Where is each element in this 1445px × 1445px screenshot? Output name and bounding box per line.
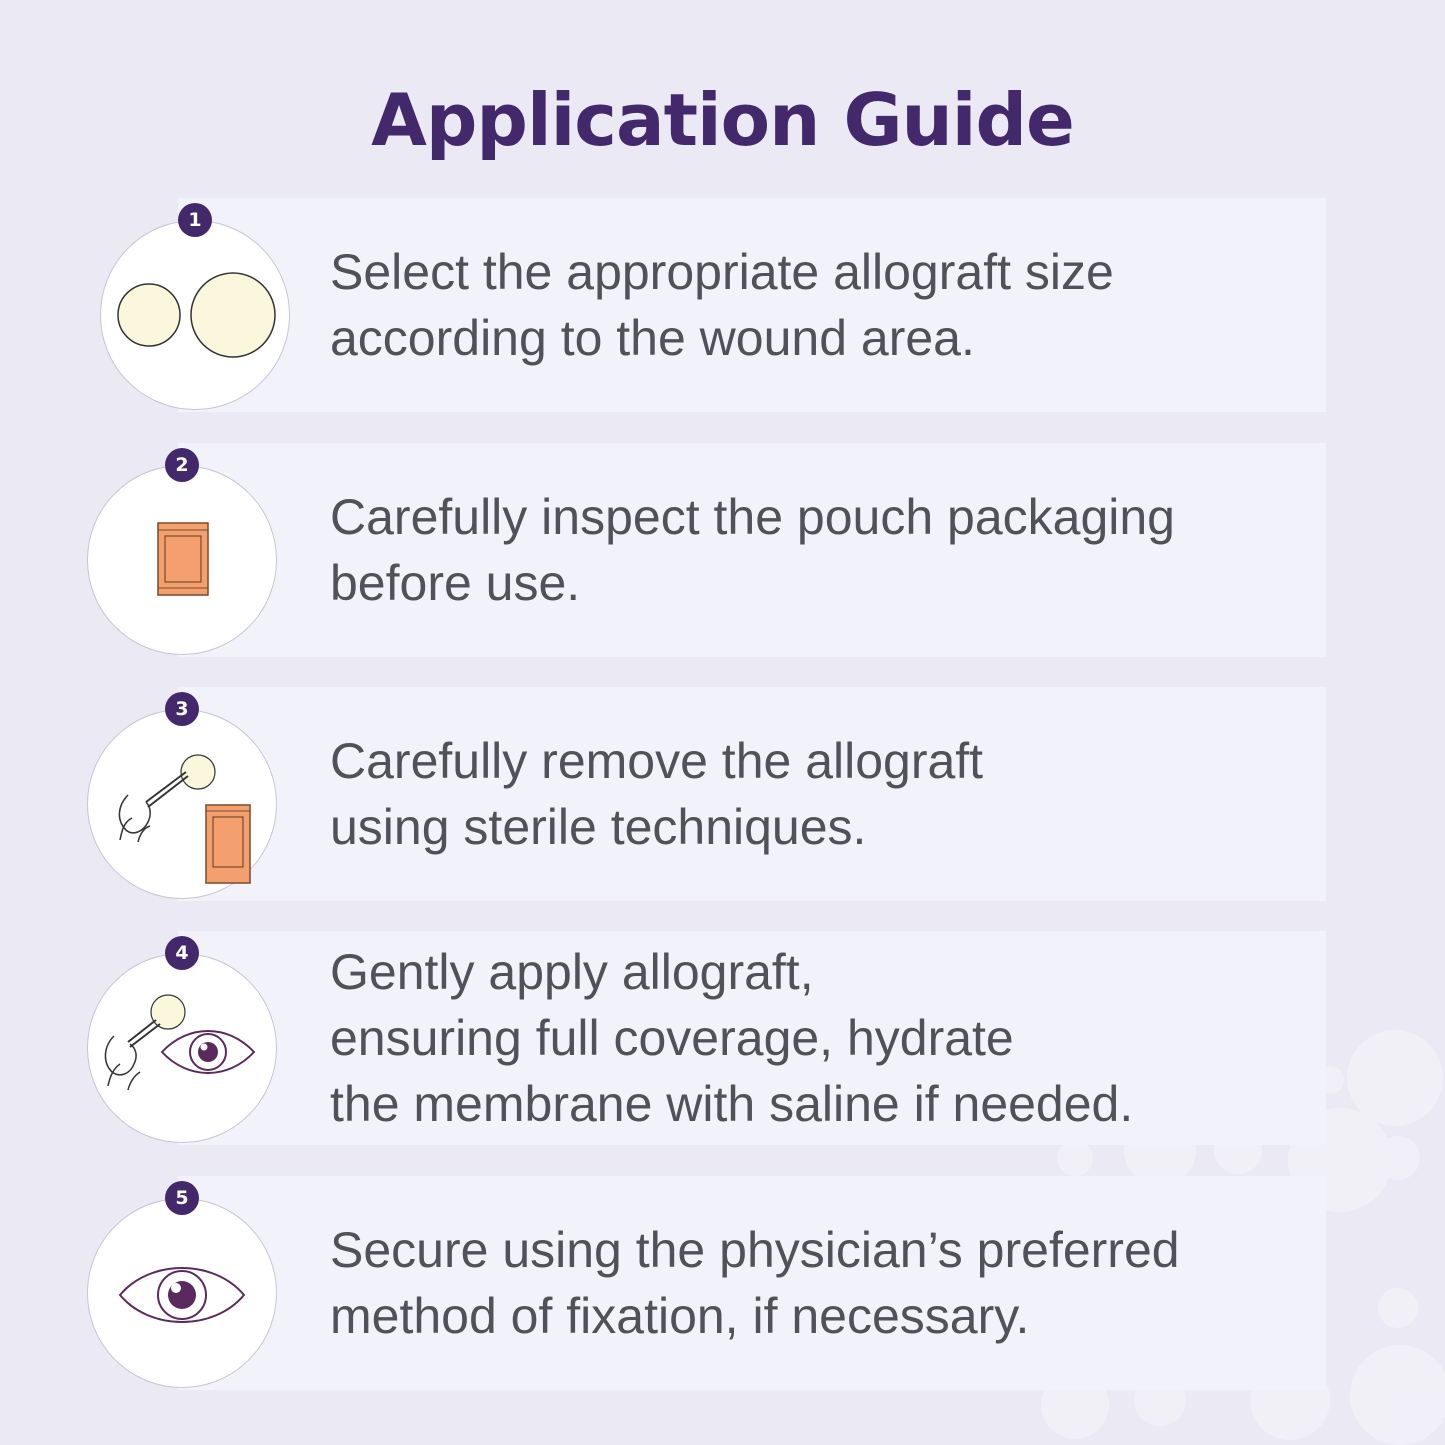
step-text-line: the membrane with saline if needed. <box>330 1076 1134 1132</box>
step-3 <box>0 687 1445 905</box>
step-number-badge: 2 <box>165 448 199 482</box>
step-text-line: according to the wound area. <box>330 310 975 366</box>
step-text-line: Carefully inspect the pouch packaging <box>330 489 1175 545</box>
step-5 <box>0 1176 1445 1394</box>
pouch-package-icon <box>88 466 276 654</box>
step-text-line: method of fixation, if necessary. <box>330 1288 1030 1344</box>
step-number-badge: 4 <box>165 936 199 970</box>
tweezers-removal-icon <box>88 710 276 898</box>
step-number-badge: 1 <box>178 203 212 237</box>
step-text <box>330 443 1330 657</box>
step-text <box>330 931 1330 1145</box>
step-text-line: Carefully remove the allograft <box>330 733 984 789</box>
step-text-line: using sterile techniques. <box>330 799 867 855</box>
step-icon-circle <box>87 709 277 899</box>
step-text <box>330 1176 1330 1390</box>
step-number-badge: 5 <box>165 1181 199 1215</box>
step-icon-circle <box>87 465 277 655</box>
step-text-line: ensuring full coverage, hydrate <box>330 1010 1014 1066</box>
allograft-sizes-icon <box>101 221 289 409</box>
step-icon-circle <box>87 1198 277 1388</box>
step-text <box>330 687 1330 901</box>
step-text-line: Secure using the physician’s preferred <box>330 1222 1180 1278</box>
eye-icon <box>88 1199 276 1387</box>
step-2 <box>0 443 1445 661</box>
step-text <box>330 198 1330 412</box>
step-text-line: Gently apply allograft, <box>330 944 814 1000</box>
page-title: Application Guide <box>371 78 1074 162</box>
apply-to-eye-icon <box>88 954 276 1142</box>
step-4 <box>0 931 1445 1149</box>
step-1 <box>0 198 1445 416</box>
step-icon-circle <box>100 220 290 410</box>
step-number-badge: 3 <box>165 692 199 726</box>
step-icon-circle <box>87 953 277 1143</box>
step-text-line: before use. <box>330 555 581 611</box>
step-text-line: Select the appropriate allograft size <box>330 244 1114 300</box>
